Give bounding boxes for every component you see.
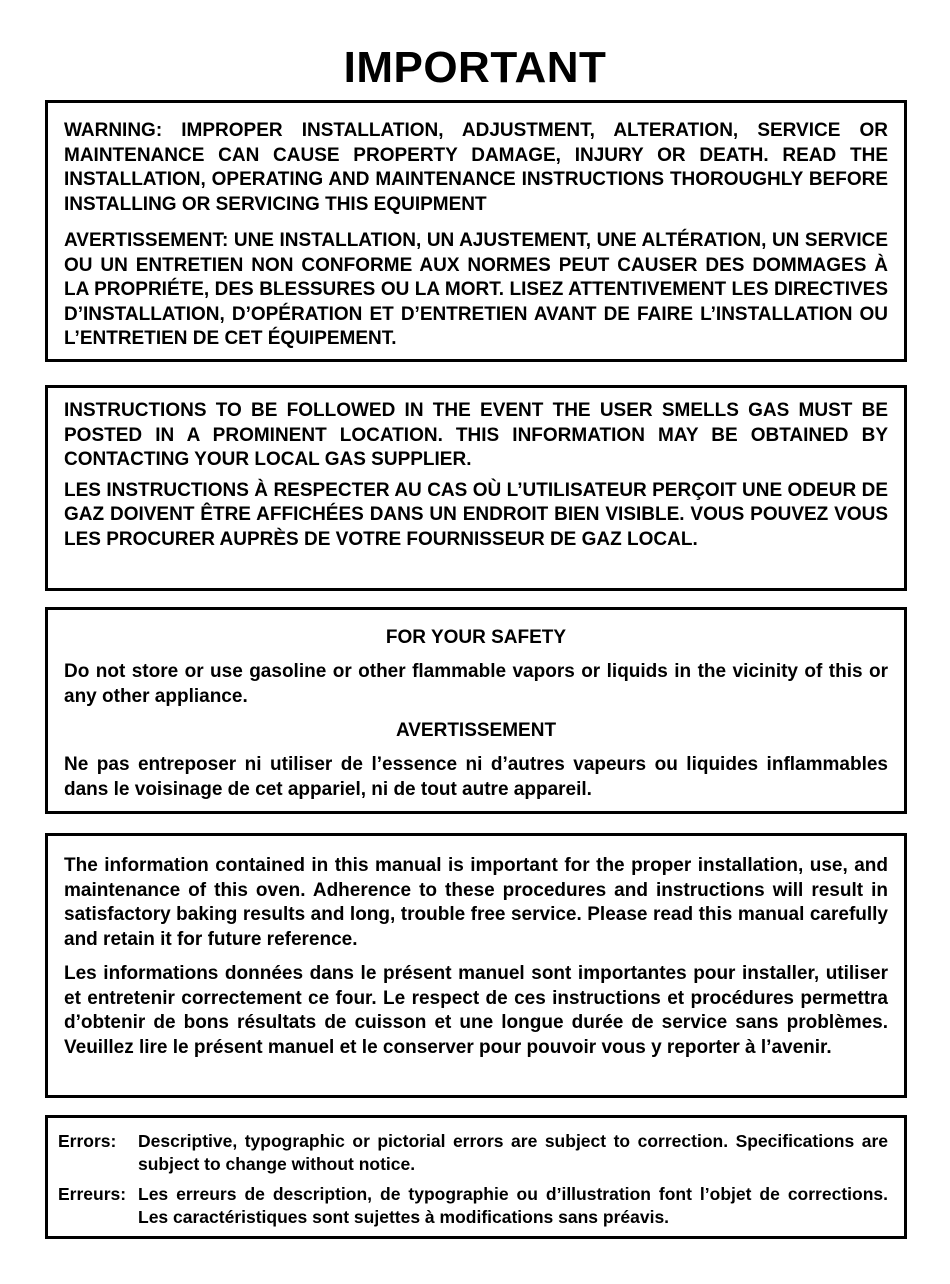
warning-text-english: WARNING: IMPROPER INSTALLATION, ADJUSTMENT, ALTERATION, SERVICE OR MAINTENANCE CAN CAUSE PROPERTY DAMAGE, INJURY OR DEATH. READ THE INSTALLATION, OPERATING AND MAINTENANCE INSTRUCTIONS THOROUGHLY BEFORE INSTALLING OR SERVICING THIS EQUIPMENT (64, 120, 888, 215)
errors-row-french (58, 1183, 888, 1228)
safety-heading-french: AVERTISSEMENT (395, 720, 557, 741)
info-text-english: The information contained in this manual is important for the proper installation, use, and maintenance of this oven. Adherence to these procedures and instructions will result in satisfactory baking results and long, trouble free service. Please read this manual carefully and retain it for future reference. (64, 855, 888, 950)
gas-text-french: LES INSTRUCTIONS À RESPECTER AU CAS OÙ L’UTILISATEUR PERÇOIT UNE ODEUR DE GAZ DOIVENT ÊTRE AFFICHÉES DANS UN ENDROIT BIEN VISIBLE. VOUS POUVEZ VOUS LES PROCURER AUPRÈS DE VOTRE FOURNISSEUR DE GAZ LOCAL. (64, 479, 888, 550)
warning-box (45, 100, 907, 362)
errors-text-french: Les erreurs de description, de typographie ou d’illustration font l’objet de corrections. Les caractéristiques sont sujettes à modifications sans préavis. (138, 1184, 888, 1227)
gas-instructions-box (45, 385, 907, 591)
safety-text-french: Ne pas entreposer ni utiliser de l’essence ni d’autres vapeurs ou liquides inflammables dans le voisinage de cet appariel, ni de tout autre appareil. (64, 754, 888, 800)
errors-label-english: Errors: (58, 1131, 117, 1151)
gas-text-english: INSTRUCTIONS TO BE FOLLOWED IN THE EVENT THE USER SMELLS GAS MUST BE POSTED IN A PROMINENT LOCATION. THIS INFORMATION MAY BE OBTAINED BY CONTACTING YOUR LOCAL GAS SUPPLIER. (64, 400, 888, 470)
safety-text-english: Do not store or use gasoline or other flammable vapors or liquids in the vicinity of this or any other appliance. (64, 661, 888, 707)
errors-label-french: Erreurs: (58, 1184, 127, 1204)
safety-heading-english: FOR YOUR SAFETY (385, 627, 567, 648)
info-text-french: Les informations données dans le présent manuel sont importantes pour installer, utiliser et entretenir correctement ce four. Le respect de ces instructions et procédures permettra d’obtenir de bons résultats de cuisson et une longue durée de service sans problèmes. Veuillez lire le présent manuel et le conserver pour pouvoir vous y reporter à l’avenir. (64, 963, 888, 1058)
errors-text-english: Descriptive, typographic or pictorial errors are subject to correction. Specifications are subject to change without notice. (138, 1131, 888, 1174)
errors-box (45, 1115, 907, 1239)
page-title: IMPORTANT (343, 43, 607, 92)
safety-box (45, 607, 907, 814)
warning-text-french: AVERTISSEMENT: UNE INSTALLATION, UN AJUSTEMENT, UNE ALTÉRATION, UN SERVICE OU UN ENTRETIEN NON CONFORME AUX NORMES PEUT CAUSER DES DOMMAGES À LA PROPRIÉTE, DES BLESSURES OU LA MORT. LISEZ ATTENTIVEMENT LES DIRECTIVES D’INSTALLATION, D’OPÉRATION ET D’ENTRETIEN AVANT DE FAIRE L’INSTALLATION OU L’ENTRETIEN DE CET ÉQUIPEMENT. (64, 230, 888, 349)
manual-info-box (45, 833, 907, 1098)
errors-row-english (58, 1130, 888, 1175)
